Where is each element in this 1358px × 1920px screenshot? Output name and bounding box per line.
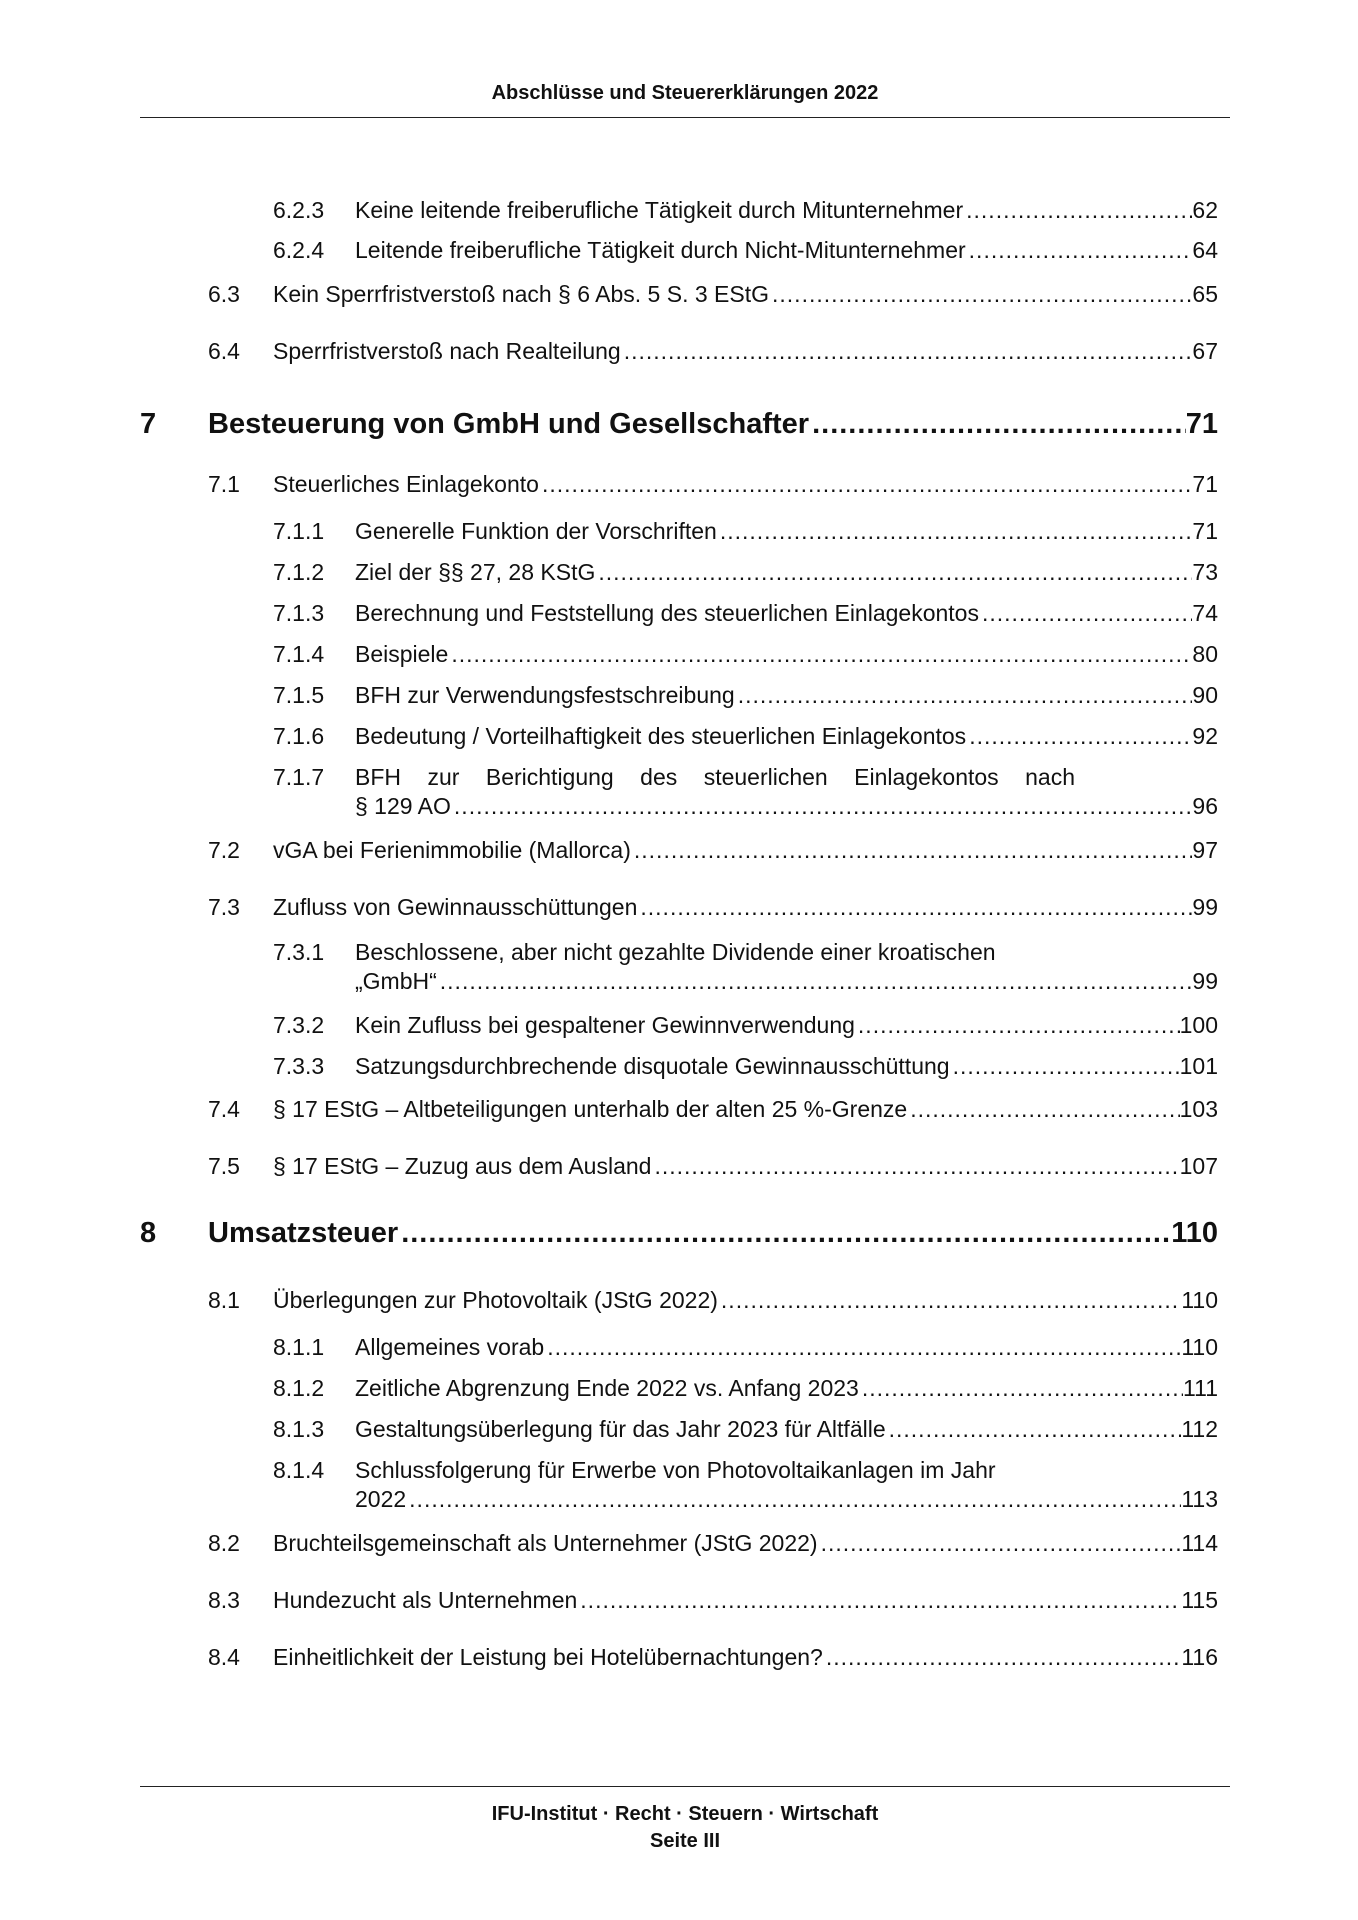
toc-entry-number: 7.1.4 [273,641,325,667]
toc-entry-title: Zeitliche Abgrenzung Ende 2022 vs. Anfang 2023 [355,1375,859,1401]
toc-entry-page-number: 114 [1181,1530,1218,1556]
toc-entry-page-number: 97 [1192,837,1218,863]
toc-entry-title: Beschlossene, aber nicht gezahlte Dividende einer kroatischen [355,939,996,965]
toc-entry-title: Sperrfristverstoß nach Realteilung [273,338,621,364]
toc-entry-title-continuation: § 129 AO [355,793,451,819]
toc-entry-title: Schlussfolgerung für Erwerbe von Photovoltaikanlagen im Jahr [355,1457,996,1483]
footer-page-number: Seite III [649,1830,721,1852]
toc-entry-number: 8.4 [208,1644,240,1670]
dot-leader [969,722,1192,751]
toc-entry-page-number: 67 [1192,338,1218,364]
dot-leader [889,1415,1182,1444]
dot-leader [812,407,1186,441]
dot-leader [654,1152,1179,1181]
toc-entry-title: Generelle Funktion der Vorschriften [355,518,717,544]
toc-entry-title: § 17 EStG – Zuzug aus dem Ausland [273,1153,652,1179]
toc-entry-title: Leitende freiberufliche Tätigkeit durch Nicht-Mitunternehmer [355,237,966,263]
toc-entry-title: Einheitlichkeit der Leistung bei Hotelübernachtungen? [273,1644,823,1670]
toc-entry-title: vGA bei Ferienimmobilie (Mallorca) [273,837,631,863]
toc-entry-title: Kein Sperrfristverstoß nach § 6 Abs. 5 S. 3 EStG [273,281,770,307]
dot-leader [409,1485,1181,1514]
dot-leader [580,1586,1181,1615]
toc-entry-page-number: 115 [1181,1587,1218,1613]
toc-entry-page-number: 112 [1181,1416,1218,1442]
dot-leader [772,280,1192,309]
toc-entry-title-continuation: „GmbH“ [355,968,437,994]
toc-entry-title: Steuerliches Einlagekonto [273,471,539,497]
toc-entry-number: 7 [140,408,157,440]
toc-entry-title: Zufluss von Gewinnausschüttungen [273,894,638,920]
toc-entry-number: 7.1.6 [273,723,325,749]
toc-entry-title: Besteuerung von GmbH und Gesellschafter [208,408,810,440]
dot-leader [953,1052,1180,1081]
dot-leader [738,681,1193,710]
toc-entry-number: 8 [140,1217,157,1249]
toc-entry-number: 8.1.2 [273,1375,325,1401]
toc-entry-number: 7.1.2 [273,559,325,585]
dot-leader [982,599,1192,628]
toc-entry-page-number: 101 [1179,1053,1218,1079]
toc-entry-title: Hundezucht als Unternehmen [273,1587,578,1613]
toc-entry-title: Berechnung und Feststellung des steuerlichen Einlagekontos [355,600,979,626]
toc-entry-title: Keine leitende freiberufliche Tätigkeit durch Mitunternehmer [355,197,964,223]
footer-institute: IFU-Institut · Recht · Steuern · Wirtschaft [491,1803,879,1825]
dot-leader [542,470,1192,499]
toc-entry-page-number: 107 [1179,1153,1218,1179]
dot-leader [401,1216,1171,1250]
toc-entry-page-number: 64 [1192,237,1218,263]
dot-leader [598,558,1192,587]
dot-leader [966,196,1192,225]
dot-leader [640,893,1192,922]
toc-entry-page-number: 99 [1192,894,1218,920]
footer-rule [140,1786,1230,1787]
toc-entry-page-number: 71 [1185,408,1218,440]
toc-entry-number: 6.2.4 [273,237,325,263]
toc-entry-number: 8.1 [208,1287,240,1313]
toc-entry-number: 7.1.7 [273,764,325,790]
toc-entry-number: 7.1.3 [273,600,325,626]
toc-entry-page-number: 65 [1192,281,1218,307]
toc-entry-title: BFH zur Verwendungsfestschreibung [355,682,735,708]
dot-leader [969,236,1193,265]
toc-entry-page-number: 62 [1192,197,1218,223]
toc-entry-page-number: 100 [1179,1012,1218,1038]
toc-entry-number: 6.4 [208,338,240,364]
toc-entry-title: Bruchteilsgemeinschaft als Unternehmer (JStG 2022) [273,1530,818,1556]
toc-entry-number: 7.1.5 [273,682,325,708]
toc-entry-number: 7.3.2 [273,1012,325,1038]
toc-entry-number: 8.1.4 [273,1457,325,1483]
toc-entry-title: § 17 EStG – Altbeteiligungen unterhalb der alten 25 %-Grenze [273,1096,908,1122]
toc-entry-page-number: 99 [1192,968,1218,994]
toc-entry-page-number: 73 [1192,559,1218,585]
toc-entry-page-number: 116 [1181,1644,1218,1670]
toc-entry-number: 7.3.1 [273,939,325,965]
toc-entry-title: Umsatzsteuer [208,1217,399,1249]
toc-entry-page-number: 110 [1181,1334,1218,1360]
dot-leader [821,1529,1182,1558]
toc-entry-page-number: 80 [1192,641,1218,667]
toc-entry-page-number: 74 [1192,600,1218,626]
dot-leader [547,1333,1181,1362]
toc-entry-number: 7.4 [208,1096,240,1122]
toc-entry-title: Gestaltungsüberlegung für das Jahr 2023 für Altfälle [355,1416,886,1442]
toc-entry-page-number: 103 [1179,1096,1218,1122]
toc-entry-title: Ziel der §§ 27, 28 KStG [355,559,596,585]
toc-entry-number: 7.3.3 [273,1053,325,1079]
toc-entry-number: 7.5 [208,1153,240,1179]
toc-entry-page-number: 90 [1192,682,1218,708]
dot-leader [454,792,1192,821]
toc-entry-page-number: 71 [1192,518,1218,544]
toc-entry-page-number: 71 [1192,471,1218,497]
toc-entry-number: 6.3 [208,281,240,307]
toc-entry-title: Allgemeines vorab [355,1334,545,1360]
dot-leader [634,836,1193,865]
dot-leader [910,1095,1179,1124]
page-header-title: Abschlüsse und Steuererklärungen 2022 [491,82,879,104]
dot-leader [862,1374,1183,1403]
dot-leader [451,640,1192,669]
dot-leader [720,517,1193,546]
toc-entry-number: 7.1 [208,471,240,497]
toc-entry-number: 8.1.3 [273,1416,325,1442]
toc-entry-page-number: 110 [1181,1287,1218,1313]
toc-entry-page-number: 113 [1181,1486,1218,1512]
toc-entry-number: 7.2 [208,837,240,863]
toc-entry-title: Beispiele [355,641,449,667]
toc-entry-page-number: 96 [1192,793,1218,819]
toc-entry-number: 8.1.1 [273,1334,325,1360]
toc-entry-number: 8.3 [208,1587,240,1613]
toc-entry-title: Bedeutung / Vorteilhaftigkeit des steuerlichen Einlagekontos [355,723,967,749]
toc-entry-number: 7.3 [208,894,240,920]
dot-leader [721,1286,1181,1315]
toc-entry-page-number: 111 [1183,1375,1218,1401]
dot-leader [624,337,1193,366]
toc-entry-title: Kein Zufluss bei gespaltener Gewinnverwendung [355,1012,855,1038]
toc-entry-page-number: 92 [1192,723,1218,749]
toc-entry-title: BFH zur Berichtigung des steuerlichen Einlagekontos nach [355,764,1075,790]
toc-entry-number: 8.2 [208,1530,240,1556]
toc-entry-title-continuation: 2022 [355,1486,407,1512]
dot-leader [858,1011,1180,1040]
toc-entry-number: 6.2.3 [273,197,325,223]
dot-leader [826,1643,1182,1672]
toc-entry-page-number: 110 [1171,1217,1218,1249]
dot-leader [440,967,1193,996]
toc-entry-number: 7.1.1 [273,518,325,544]
toc-entry-title: Satzungsdurchbrechende disquotale Gewinnausschüttung [355,1053,950,1079]
toc-entry-title: Überlegungen zur Photovoltaik (JStG 2022) [273,1287,718,1313]
